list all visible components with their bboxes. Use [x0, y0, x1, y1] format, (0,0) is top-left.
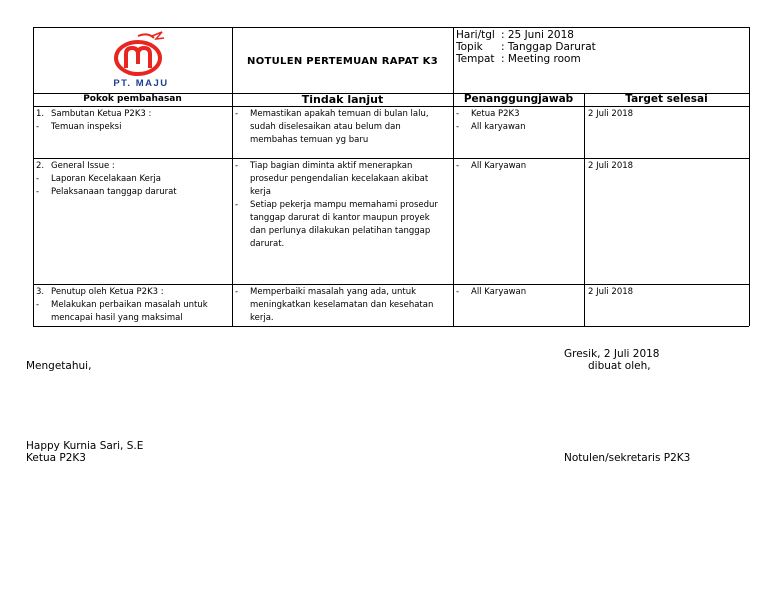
row-2-pic-1: All Karyawan — [471, 161, 527, 171]
table-col-divider-3 — [584, 93, 585, 326]
row-1-pic-2: All karyawan — [471, 122, 526, 132]
signature-right-role: Notulen/sekretaris P2K3 — [564, 452, 691, 464]
info-topic-value: : Tanggap Darurat — [501, 41, 596, 53]
row-1-action-line-1: Memastikan apakah temuan di bulan lalu, — [250, 109, 429, 119]
info-date-key: Hari/tgl — [456, 29, 495, 41]
table-row-2-action: - Tiap bagian diminta aktif menerapkan prosedur pengendalian kecelakaan akibat kerja - Setiap pekerja mampu memahami prosedur tanggap darurat di kantor maupun proyek dan perlunya dilakukan pelatihan tanggap darurat. — [235, 161, 438, 249]
row-3-action-line-1: Memperbaiki masalah yang ada, untuk — [250, 287, 417, 297]
table-col-divider-1 — [232, 27, 233, 326]
row-3-topic-item-line-1: Melakukan perbaikan masalah untuk — [51, 300, 208, 310]
table-row-3-topic: 3. Penutup oleh Ketua P2K3 : - Melakukan perbaikan masalah untuk mencapai hasil yang maksimal — [36, 287, 208, 323]
table-row-1-pic: - Ketua P2K3 - All karyawan — [456, 109, 526, 132]
row-3-action-line-2: meningkatkan keselamatan dan kesehatan — [250, 300, 434, 310]
row-2-action-a-line-2: prosedur pengendalian kecelakaan akibat — [250, 174, 429, 184]
company-logo — [104, 30, 174, 90]
signature-place-date: Gresik, 2 Juli 2018 — [564, 348, 660, 360]
row-3-number: 3. — [36, 287, 45, 297]
table-border-left — [33, 27, 34, 326]
table-row2-divider — [33, 284, 749, 285]
table-row-3-action: - Memperbaiki masalah yang ada, untuk meningkatkan keselamatan dan kesehatan kerja. — [235, 287, 434, 323]
table-subheader-divider — [33, 106, 749, 107]
column-header-target: Target selesai — [625, 93, 708, 105]
company-logo-text: PT. MAJU — [113, 78, 169, 89]
column-header-topic: Pokok pembahasan — [83, 94, 182, 104]
info-date — [456, 29, 596, 41]
signature-left-role: Ketua P2K3 — [26, 452, 86, 464]
row-3-action-line-3: kerja. — [250, 313, 274, 323]
table-row-2-target: 2 Juli 2018 — [588, 161, 634, 171]
row-2-action-b-line-2: tanggap darurat di kantor maupun proyek — [250, 213, 430, 223]
row-2-action-b-line-3: dan perlunya dilakukan pelatihan tanggap — [250, 226, 431, 236]
row-3-topic-title: Penutup oleh Ketua P2K3 : — [51, 287, 164, 297]
document-title: NOTULEN PERTEMUAN RAPAT K3 — [247, 56, 438, 67]
row-1-action-line-3: membahas temuan yg baru — [250, 135, 369, 145]
meeting-info — [456, 29, 596, 65]
table-row-1-action: - Memastikan apakah temuan di bulan lalu, sudah diselesaikan atau belum dan membahas temuan yg baru — [235, 109, 429, 145]
info-place — [456, 53, 596, 65]
table-row-1-topic: 1. Sambutan Ketua P2K3 : - Temuan inspeksi — [36, 109, 152, 132]
table-col-divider-2 — [453, 27, 454, 326]
table-row-2-topic: 2. General Issue : - Laporan Kecelakaan Kerja - Pelaksanaan tanggap darurat — [36, 161, 177, 197]
column-header-pic: Penanggungjawab — [463, 93, 574, 105]
table-row-3-pic: - All Karyawan — [456, 287, 527, 297]
row-2-action-a-line-3: kerja — [250, 187, 271, 197]
signature-left-name: Happy Kurnia Sari, S.E — [26, 440, 144, 452]
table-row-1-target: 2 Juli 2018 — [588, 109, 634, 119]
column-header-action: Tindak lanjut — [301, 93, 384, 106]
row-2-action-b-line-4: darurat. — [250, 239, 285, 249]
row-1-topic-item: Temuan inspeksi — [51, 122, 122, 132]
info-date-value: : 25 Juni 2018 — [501, 29, 574, 41]
info-place-value: : Meeting room — [501, 53, 581, 65]
table-border-bottom — [33, 326, 749, 327]
table-row1-divider — [33, 158, 749, 159]
row-2-topic-item-1: Laporan Kecelakaan Kerja — [51, 174, 161, 184]
table-border-top — [33, 27, 749, 28]
row-3-pic-1: All Karyawan — [471, 287, 527, 297]
signature-left-label: Mengetahui, — [26, 360, 92, 372]
row-1-pic-1: Ketua P2K3 — [471, 109, 520, 119]
row-1-action-line-2: sudah diselesaikan atau belum dan — [250, 122, 401, 132]
table-row-3-target: 2 Juli 2018 — [588, 287, 634, 297]
row-2-action-b-line-1: Setiap pekerja mampu memahami prosedur — [250, 200, 438, 210]
row-1-topic-title: Sambutan Ketua P2K3 : — [51, 109, 152, 119]
table-border-right — [749, 27, 750, 326]
row-2-topic-item-2: Pelaksanaan tanggap darurat — [51, 187, 177, 197]
row-2-topic-title: General Issue : — [51, 161, 115, 171]
row-2-number: 2. — [36, 161, 45, 171]
info-place-key: Tempat — [456, 53, 495, 65]
row-2-action-a-line-1: Tiap bagian diminta aktif menerapkan — [250, 161, 413, 171]
row-1-number: 1. — [36, 109, 45, 119]
info-topic — [456, 41, 596, 53]
table-row-2-pic: - All Karyawan — [456, 161, 527, 171]
signature-right-label: dibuat oleh, — [588, 360, 651, 372]
info-topic-key: Topik — [456, 41, 483, 53]
row-3-topic-item-line-2: mencapai hasil yang maksimal — [51, 313, 183, 323]
